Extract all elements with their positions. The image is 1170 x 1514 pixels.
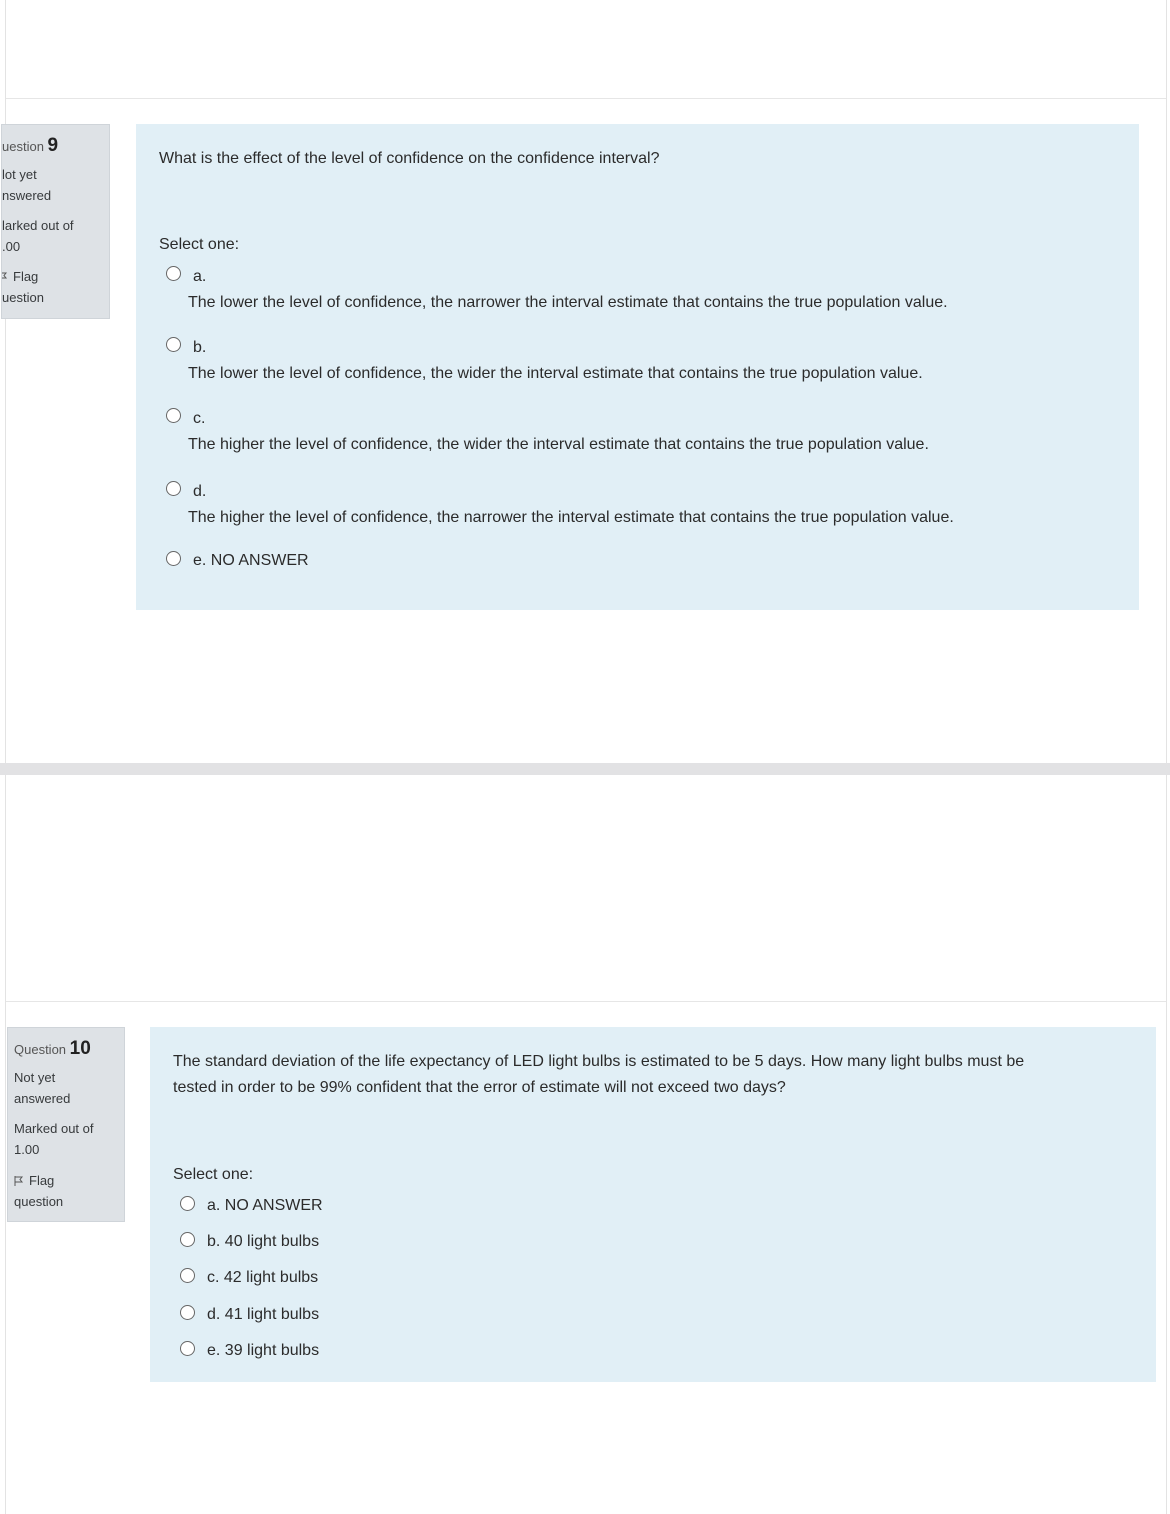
select-one-prompt: Select one: [159, 236, 240, 253]
flag-label-2[interactable]: uestion [2, 290, 44, 305]
divider [6, 1001, 1166, 1002]
question-text-line-2: tested in order to be 99% confident that the error of estimate will not exceed two days? [173, 1079, 786, 1096]
radio-button[interactable] [166, 408, 181, 423]
page-separator [0, 763, 1170, 775]
flag-label: Flag [13, 269, 39, 284]
radio-button[interactable] [180, 1196, 195, 1211]
mark-line-1: larked out of [2, 218, 74, 233]
option-label: d. [193, 483, 207, 500]
select-one-prompt: Select one: [173, 1166, 254, 1183]
radio-button[interactable] [180, 1268, 195, 1283]
state-line-2: nswered [2, 188, 52, 203]
radio-button[interactable] [166, 337, 181, 352]
radio-button[interactable] [180, 1341, 195, 1356]
flag-question-link[interactable] [2, 269, 38, 284]
question-9-info [1, 124, 110, 319]
mark-line-2: 1.00 [14, 1142, 40, 1157]
state-line-1: Not yet [14, 1070, 56, 1085]
flag-question-link[interactable] [14, 1173, 54, 1188]
option-label: e. NO ANSWER [193, 552, 309, 569]
flag-icon [1, 272, 8, 282]
flag-icon [14, 1176, 24, 1186]
divider [6, 98, 1166, 99]
option-label: b. [193, 339, 207, 356]
radio-button[interactable] [166, 266, 181, 281]
question-text: What is the effect of the level of confidence on the confidence interval? [159, 150, 660, 167]
option-label: b. 40 light bulbs [207, 1233, 320, 1250]
option-label: c. 42 light bulbs [207, 1269, 319, 1286]
radio-button[interactable] [166, 481, 181, 496]
option-text: The higher the level of confidence, the wider the interval estimate that contains the true population value. [188, 436, 929, 453]
option-text: The lower the level of confidence, the wider the interval estimate that contains the true population value. [188, 365, 923, 382]
question-9-card [2, 0, 1167, 763]
question-10-card [5, 775, 1167, 1514]
option-label: d. 41 light bulbs [207, 1306, 320, 1323]
state-line-2: answered [14, 1091, 71, 1106]
option-label: a. NO ANSWER [207, 1197, 323, 1214]
option-label: e. 39 light bulbs [207, 1342, 320, 1359]
mark-line-1: Marked out of [14, 1121, 94, 1136]
flag-label: Flag [29, 1173, 55, 1188]
question-10-info [7, 1027, 125, 1222]
mark-line-2: .00 [2, 239, 21, 254]
flag-label-2[interactable]: question [14, 1194, 64, 1209]
option-text: The higher the level of confidence, the narrower the interval estimate that contains the true population value. [188, 509, 954, 526]
question-10-formulation [150, 1027, 1156, 1382]
option-label: a. [193, 268, 207, 285]
question-label: uestion [2, 139, 44, 154]
question-text-line-1: The standard deviation of the life expectancy of LED light bulbs is estimated to be 5 days. How many light bulbs must be [173, 1053, 1025, 1070]
question-number: 10 [69, 1038, 91, 1059]
question-9-formulation [136, 124, 1139, 610]
radio-button[interactable] [166, 551, 181, 566]
question-number: 9 [47, 135, 59, 156]
option-text: The lower the level of confidence, the narrower the interval estimate that contains the true population value. [188, 294, 948, 311]
state-line-1: lot yet [2, 167, 37, 182]
question-label: Question [14, 1042, 67, 1057]
radio-button[interactable] [180, 1305, 195, 1320]
option-label: c. [193, 410, 206, 427]
radio-button[interactable] [180, 1232, 195, 1247]
